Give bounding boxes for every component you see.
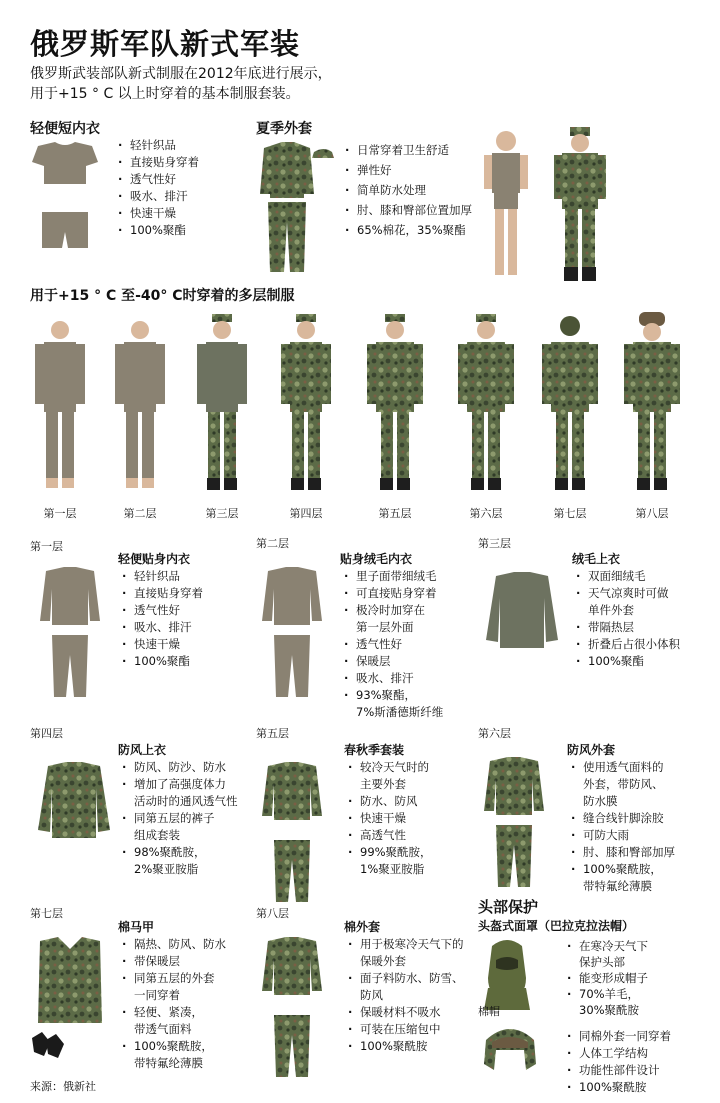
hat-image (480, 1024, 540, 1074)
layer-detail-bullets (571, 759, 675, 895)
bullet: · 同第五层的外套 一同穿着 (122, 970, 226, 1004)
layer-detail-title: 防风上衣 (118, 743, 167, 757)
bullet: · 可直接贴身穿着 (344, 585, 443, 602)
hat-label: 棉帽 (478, 1005, 500, 1018)
bullet: · 可防大雨 (571, 827, 675, 844)
layer-caption: 第二层 (123, 507, 157, 520)
layer-caption: 第三层 (205, 507, 239, 520)
bullet: · 同第五层的裤子 组成套装 (122, 810, 238, 844)
bullet: · 99%聚酰胺， 1%聚亚胺脂 (348, 844, 432, 878)
bullet: · 吸水、排汗 (122, 619, 203, 636)
layer-caption: 第七层 (553, 507, 587, 520)
summer-shirt-image (30, 140, 100, 255)
bullet: · 快速干燥 (348, 810, 432, 827)
layer-detail-image (34, 565, 114, 705)
bullet: · 同棉外套一同穿着 (567, 1028, 671, 1045)
bullet: · 100%聚酯 (122, 653, 203, 670)
bullet: · 带保暖层 (122, 953, 226, 970)
bullet: · 70%羊毛， 30%聚酰胺 (567, 986, 648, 1018)
bullet: · 增加了高强度体力 活动时的通风透气性 (122, 776, 238, 810)
layer-caption: 第六层 (469, 507, 503, 520)
bullet: · 双面细绒毛 (576, 568, 680, 585)
layer-detail-title: 轻便贴身内衣 (118, 552, 191, 566)
layer-detail-image (256, 760, 336, 900)
summer-jacket-image (252, 140, 342, 275)
bullet: · 98%聚酰胺， 2%聚亚胺脂 (122, 844, 238, 878)
layer-detail-title: 绒毛上衣 (572, 552, 621, 566)
head-title: 头部保护 (478, 898, 539, 916)
bullet: · 轻便、紧凑， 带透气面料 (122, 1004, 226, 1038)
summer-shirt-bullets (118, 137, 199, 239)
bullet: · 肘、膝和臀部加厚 (571, 844, 675, 861)
source-note: 来源：俄新社 (30, 1080, 96, 1093)
layer-detail-label: 第五层 (256, 727, 289, 740)
bullet: · 保暖层 (344, 653, 443, 670)
layer-figure (458, 314, 514, 490)
layer-detail-image (256, 565, 336, 705)
layer-figure (115, 321, 165, 488)
summer-shirt-title: 轻便短内衣 (30, 121, 100, 137)
layer-figure (542, 316, 598, 490)
balaclava-image (482, 938, 532, 1013)
bullet: · 65%棉花，35%聚酯 (345, 220, 472, 240)
bullet: · 使用透气面料的 外套，带防风、 防水膜 (571, 759, 675, 810)
layer-caption: 第五层 (378, 507, 412, 520)
bullet: · 较冷天气时的 主要外套 (348, 759, 432, 793)
bullet: · 在寒冷天气下 保护头部 (567, 938, 648, 970)
layer-detail-label: 第四层 (30, 727, 63, 740)
layer-detail-title: 防风外套 (567, 743, 616, 757)
bullet: · 日常穿着卫生舒适 (345, 140, 472, 160)
bullet: · 用于极寒冷天气下的 保暖外套 (348, 936, 464, 970)
figure-summer-uniform (554, 127, 606, 281)
layer-figure (35, 321, 85, 488)
layer-detail-label: 第八层 (256, 907, 289, 920)
bullet: · 能变形成帽子 (567, 970, 648, 986)
intro-text (30, 64, 332, 104)
figure-summer-shirt (484, 131, 528, 275)
bullet: · 100%聚酯 (576, 653, 680, 670)
bullet: · 100%聚酰胺 (348, 1038, 464, 1055)
bullet: · 100%聚酰胺， 带特氟纶薄膜 (571, 861, 675, 895)
layer-detail-image (34, 760, 114, 900)
bullet: · 面子料防水、防雪、 防风 (348, 970, 464, 1004)
layer-detail-title: 棉马甲 (118, 920, 155, 934)
layer-detail-label: 第七层 (30, 907, 63, 920)
bullet: · 直接贴身穿着 (122, 585, 203, 602)
bullet: · 人体工学结构 (567, 1045, 671, 1062)
head-subtitle: 头盔式面罩（巴拉克拉法帽） (478, 919, 635, 933)
bullet: · 隔热、防风、防水 (122, 936, 226, 953)
layer-caption: 第四层 (289, 507, 323, 520)
layer-detail-label: 第一层 (30, 540, 63, 553)
layer-figures (0, 310, 720, 510)
summer-figures (478, 125, 618, 285)
bullet: · 快速干燥 (118, 205, 199, 222)
layer-detail-label: 第三层 (478, 537, 511, 550)
layer-figure (281, 314, 331, 490)
multilayer-title: 用于+15 ° C 至-40° C时穿着的多层制服 (30, 288, 295, 304)
layer-figure (197, 314, 247, 490)
bullet: · 吸水、排汗 (344, 670, 443, 687)
summer-jacket-bullets (345, 140, 472, 240)
bullet: · 高透气性 (348, 827, 432, 844)
bullet: · 里子面带细绒毛 (344, 568, 443, 585)
bullet: · 轻针织品 (118, 137, 199, 154)
layer-caption: 第八层 (635, 507, 669, 520)
layer-detail-bullets (348, 936, 464, 1055)
intro-line-1: 俄罗斯武装部队新式制服在2012年底进行展示， (30, 66, 332, 82)
layer-detail-title: 棉外套 (344, 920, 381, 934)
intro-line-2: 用于+15 ° C 以上时穿着的基本制服套装。 (30, 86, 300, 102)
layer-detail-bullets (344, 568, 443, 721)
bullet: · 缝合线针脚涂胶 (571, 810, 675, 827)
hat-bullets (567, 1028, 671, 1096)
layer-detail-bullets (122, 759, 238, 878)
bullet: · 93%聚酯， 7%斯潘德斯纤维 (344, 687, 443, 721)
layer-detail-bullets (576, 568, 680, 670)
bullet: · 极冷时加穿在 第一层外面 (344, 602, 443, 636)
layer-figure (624, 312, 680, 490)
layer-detail-image (482, 570, 562, 710)
bullet: · 功能性部件设计 (567, 1062, 671, 1079)
summer-jacket-title: 夏季外套 (256, 121, 312, 137)
layer-detail-title: 贴身绒毛内衣 (340, 552, 413, 566)
bullet: · 简单防水处理 (345, 180, 472, 200)
layer-detail-image (478, 755, 558, 895)
layer-detail-bullets (348, 759, 432, 878)
bullet: · 吸水、排汗 (118, 188, 199, 205)
bullet: · 透气性好 (122, 602, 203, 619)
bullet: · 带隔热层 (576, 619, 680, 636)
bullet: · 可装在压缩包中 (348, 1021, 464, 1038)
layer-detail-bullets (122, 568, 203, 670)
bullet: · 快速干燥 (122, 636, 203, 653)
bullet: · 天气凉爽时可做 单件外套 (576, 585, 680, 619)
balaclava-bullets (567, 938, 648, 1018)
layer-detail-image (256, 935, 336, 1075)
bullet: · 直接贴身穿着 (118, 154, 199, 171)
page-title: 俄罗斯军队新式军装 (30, 27, 301, 61)
bullet: · 100%聚酰胺， 带特氟纶薄膜 (122, 1038, 226, 1072)
bullet: · 保暖材料不吸水 (348, 1004, 464, 1021)
layer-figure (367, 314, 423, 490)
bullet: · 100%聚酯 (118, 222, 199, 239)
bullet: · 透气性好 (344, 636, 443, 653)
layer-caption: 第一层 (43, 507, 77, 520)
layer-detail-title: 春秋季套装 (344, 743, 405, 757)
layer-detail-bullets (122, 936, 226, 1072)
bullet: · 弹性好 (345, 160, 472, 180)
bullet: · 100%聚酰胺 (567, 1079, 671, 1096)
gloves-image (30, 1030, 66, 1060)
bullet: · 轻针织品 (122, 568, 203, 585)
layer-detail-label: 第六层 (478, 727, 511, 740)
bullet: · 折叠后占很小体积 (576, 636, 680, 653)
bullet: · 防风、防沙、防水 (122, 759, 238, 776)
bullet: · 肘、膝和臀部位置加厚 (345, 200, 472, 220)
bullet: · 透气性好 (118, 171, 199, 188)
bullet: · 防水、防风 (348, 793, 432, 810)
layer-detail-label: 第二层 (256, 537, 289, 550)
